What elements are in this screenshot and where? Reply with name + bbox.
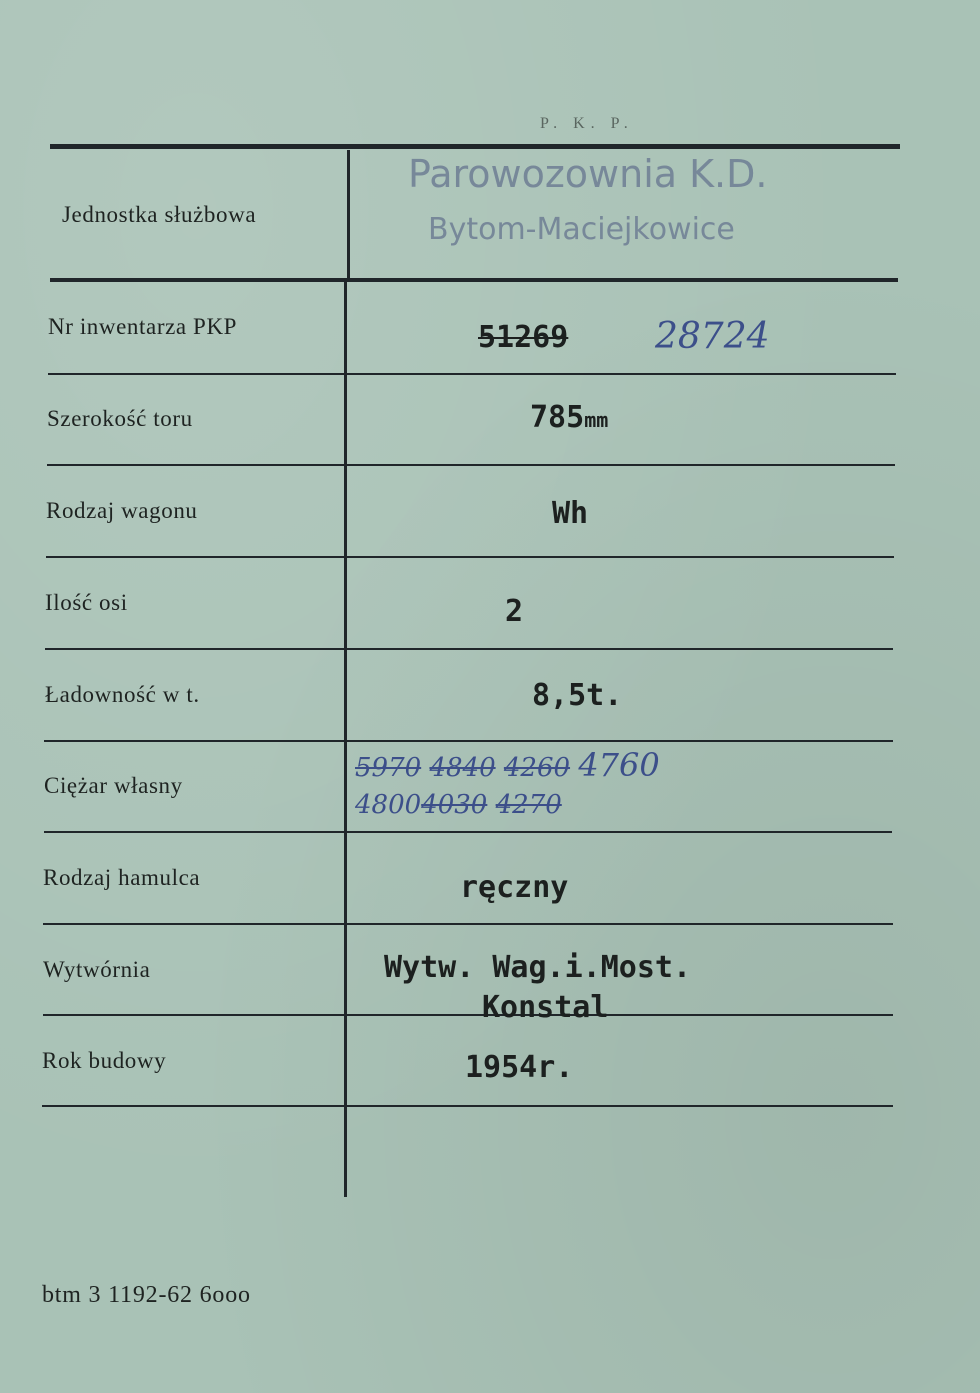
rule-row-9 [42,1105,893,1107]
tare-weight-line2 [355,790,562,820]
capacity-value: 8,5t. [532,678,623,713]
wagon-type-value: Wh [552,496,589,531]
rule-row-8 [43,1014,893,1016]
card-header-org: P. K. P. [540,115,634,132]
depot-stamp-line2: Bytom-Maciejkowice [428,212,735,247]
label-manufacturer: Wytwórnia [43,957,151,982]
label-tare-weight: Ciężar własny [44,773,183,798]
track-gauge-number: 785 [530,400,585,435]
tare-weight-5: 4800 [355,790,422,820]
brake-type-value: ręczny [460,870,569,905]
print-reference: btm 3 1192-62 6ooo [42,1282,251,1308]
rule-row-3 [46,556,894,558]
inventory-number-old: 51269 [478,320,569,355]
build-year-value: 1954r. [465,1050,574,1085]
tare-weight-6: 4030 [421,790,488,820]
tare-weight-3: 4260 [503,753,571,783]
column-divider [344,282,347,1197]
rule-row-6 [44,831,892,833]
rule-top [50,144,900,149]
label-inventory-number: Nr inwentarza PKP [48,314,238,339]
rule-row-2 [47,464,895,466]
manufacturer-value-line2: Konstal [482,990,609,1025]
tare-weight-4: 4760 [578,746,660,784]
rule-row-7 [43,923,893,925]
label-axle-count: Ilość osi [45,590,128,615]
rule-row-5 [44,740,893,742]
inventory-number-new: 28724 [655,316,770,357]
depot-stamp-line1: Parowozownia K.D. [408,152,768,196]
tare-weight-7: 4270 [495,790,562,820]
rule-row-1 [48,373,896,375]
rule-after-unit [50,278,898,282]
label-brake-type: Rodzaj hamulca [43,865,201,890]
rule-row-4 [45,648,893,650]
label-unit: Jednostka służbowa [62,202,257,227]
manufacturer-value-line1: Wytw. Wag.i.Most. [384,950,692,985]
track-gauge-unit: mm [584,408,609,432]
tare-weight-2: 4840 [429,753,496,783]
tare-weight-1: 5970 [355,753,422,783]
tare-weight-line1 [355,746,660,784]
label-wagon-type: Rodzaj wagonu [46,498,198,523]
label-capacity: Ładowność w t. [45,682,200,707]
track-gauge-value [530,400,608,435]
column-divider-top [347,150,350,280]
axle-count-value: 2 [505,594,524,629]
label-track-gauge: Szerokość toru [47,406,193,431]
label-build-year: Rok budowy [42,1048,167,1073]
